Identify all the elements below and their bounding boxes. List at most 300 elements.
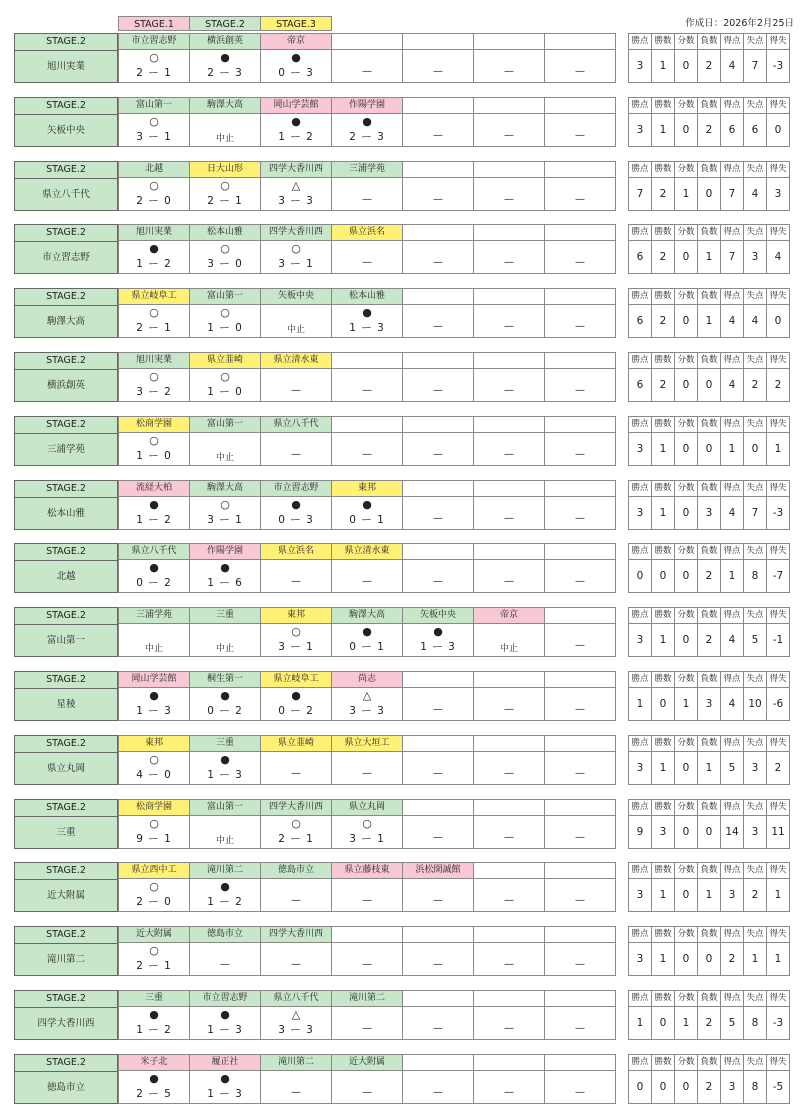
- stat-value: 4: [728, 634, 736, 646]
- team-cell: [14, 735, 118, 785]
- opponent-name: [474, 736, 544, 752]
- opponent-row: [118, 224, 615, 274]
- stat-header: 得点: [721, 289, 743, 305]
- stat-value: 2: [728, 953, 736, 965]
- stat-header: 勝数: [652, 927, 674, 943]
- opponent-name: 松本山雅: [332, 289, 402, 305]
- stat-value: 2: [705, 1017, 713, 1029]
- empty-dash: —: [504, 959, 514, 970]
- match-result: [190, 433, 260, 466]
- match-cell: [473, 862, 545, 912]
- stats-row: [628, 97, 789, 147]
- stat-value: 2: [751, 379, 759, 391]
- stat-header: 分数: [675, 98, 697, 114]
- match-result: [119, 50, 189, 83]
- stat-header: 勝点: [629, 162, 651, 178]
- team-cell: [14, 862, 118, 912]
- opponent-name: 駒澤大高: [332, 608, 402, 624]
- team-cell: [14, 671, 118, 721]
- match-result: [332, 943, 402, 976]
- match-result: [474, 369, 544, 402]
- match-result: [119, 241, 189, 274]
- match-score: 0 ー 2: [278, 705, 314, 717]
- stat-header: 分数: [675, 736, 697, 752]
- match-result: [261, 943, 331, 976]
- team-block: [14, 799, 794, 849]
- team-name: 市立習志野: [42, 252, 90, 263]
- stat-cell: [720, 161, 744, 211]
- match-cell: [473, 97, 545, 147]
- match-cell: [473, 288, 545, 338]
- match-cell: [544, 926, 616, 976]
- opponent-name: 三重: [190, 608, 260, 624]
- stage-label: STAGE.2: [15, 481, 117, 498]
- match-result: [332, 1071, 402, 1104]
- match-score: 1 ー 3: [207, 769, 243, 781]
- team-name: 北越: [56, 571, 76, 582]
- match-result: [474, 816, 544, 849]
- opponent-name: 県立八千代: [261, 991, 331, 1007]
- opponent-name: [545, 162, 615, 178]
- opponent-name: 横浜創英: [190, 34, 260, 50]
- stat-header: 勝数: [652, 353, 674, 369]
- match-score: 3 ー 1: [278, 258, 314, 270]
- empty-dash: —: [575, 768, 585, 779]
- stat-cell: [674, 799, 698, 849]
- opponent-name: 四学大香川西: [261, 927, 331, 943]
- stat-cell: [766, 352, 790, 402]
- stat-header: 失点: [744, 927, 766, 943]
- stat-value: 0: [682, 953, 690, 965]
- empty-dash: —: [362, 66, 372, 77]
- stat-cell: [720, 607, 744, 657]
- stat-cell: [743, 288, 767, 338]
- stage-label: STAGE.2: [15, 162, 117, 179]
- match-cell: [402, 416, 474, 466]
- match-cell: [189, 990, 261, 1040]
- stat-value: 14: [725, 826, 739, 838]
- match-cell: [544, 480, 616, 530]
- match-cell: [189, 224, 261, 274]
- match-cell: [402, 97, 474, 147]
- empty-dash: —: [575, 194, 585, 205]
- opponent-name: [474, 225, 544, 241]
- empty-dash: —: [504, 385, 514, 396]
- stat-header: 得失: [767, 800, 789, 816]
- opponent-name: [474, 544, 544, 560]
- opponent-name: 帝京: [474, 608, 544, 624]
- match-result: [545, 305, 615, 338]
- opponent-name: [403, 417, 473, 433]
- stat-value: 8: [751, 1081, 759, 1093]
- opponent-name: [545, 34, 615, 50]
- empty-dash: —: [575, 895, 585, 906]
- match-result: [474, 879, 544, 912]
- result-mark: ●: [362, 115, 372, 128]
- stat-cell: [743, 33, 767, 83]
- match-score: 1 ー 2: [278, 131, 314, 143]
- stat-value: 2: [751, 889, 759, 901]
- match-result: [261, 369, 331, 402]
- empty-dash: —: [504, 704, 514, 715]
- match-score: 2 ー 1: [136, 322, 172, 334]
- stat-header: 勝数: [652, 608, 674, 624]
- empty-dash: —: [433, 385, 443, 396]
- opponent-row: [118, 671, 615, 721]
- match-result: [332, 688, 402, 721]
- opponent-name: [403, 544, 473, 560]
- stat-cell: [766, 416, 790, 466]
- stat-header: 得失: [767, 608, 789, 624]
- empty-dash: —: [504, 1023, 514, 1034]
- match-result: [190, 305, 260, 338]
- stat-cell: [628, 607, 652, 657]
- empty-dash: —: [433, 449, 443, 460]
- stat-cell: [720, 416, 744, 466]
- team-name: 滝川第二: [46, 954, 85, 965]
- match-cell: [189, 97, 261, 147]
- opponent-name: 県立浜名: [261, 544, 331, 560]
- match-result: [332, 241, 402, 274]
- match-result: [261, 178, 331, 211]
- stat-cell: [674, 671, 698, 721]
- stat-value: 0: [751, 443, 759, 455]
- stat-cell: [651, 480, 675, 530]
- empty-dash: —: [575, 257, 585, 268]
- match-result: [332, 178, 402, 211]
- legend-stage-3: STAGE.3: [260, 16, 332, 31]
- stat-cell: [766, 543, 790, 593]
- stat-header: 得点: [721, 863, 743, 879]
- team-block: [14, 33, 794, 83]
- opponent-name: 松本山雅: [190, 225, 260, 241]
- stat-cell: [674, 480, 698, 530]
- stat-header: 失点: [744, 225, 766, 241]
- stat-value: 4: [728, 507, 736, 519]
- stat-cell: [674, 97, 698, 147]
- match-result: [190, 816, 260, 849]
- match-result: [474, 497, 544, 530]
- stat-cell: [674, 607, 698, 657]
- empty-dash: —: [362, 194, 372, 205]
- stat-value: 6: [728, 124, 736, 136]
- stat-header: 得点: [721, 927, 743, 943]
- stat-header: 失点: [744, 672, 766, 688]
- stage-label: STAGE.2: [15, 544, 117, 561]
- match-cell: [189, 1054, 261, 1104]
- match-result: [332, 879, 402, 912]
- match-cell: [118, 990, 190, 1040]
- match-cell: [544, 607, 616, 657]
- opponent-name: 岡山学芸館: [261, 98, 331, 114]
- stat-value: 2: [774, 762, 782, 774]
- result-mark: △: [291, 179, 301, 192]
- empty-dash: —: [433, 130, 443, 141]
- match-score: 0 ー 3: [278, 514, 314, 526]
- stat-header: 得失: [767, 481, 789, 497]
- stat-header: 勝点: [629, 672, 651, 688]
- stat-value: 3: [728, 1081, 736, 1093]
- empty-dash: —: [362, 1023, 372, 1034]
- opponent-name: 三重: [190, 736, 260, 752]
- stat-cell: [697, 352, 721, 402]
- stat-value: 2: [705, 124, 713, 136]
- stat-cell: [766, 288, 790, 338]
- stat-value: 0: [682, 507, 690, 519]
- team-cell: [14, 161, 118, 211]
- opponent-name: [545, 417, 615, 433]
- stat-header: 勝点: [629, 34, 651, 50]
- stat-cell: [628, 288, 652, 338]
- stat-value: 7: [728, 188, 736, 200]
- opponent-name: 浜松開誠館: [403, 863, 473, 879]
- stat-value: 8: [751, 1017, 759, 1029]
- team-name: 徳島市立: [46, 1082, 85, 1093]
- stat-cell: [628, 799, 652, 849]
- stat-header: 得点: [721, 162, 743, 178]
- match-score: 3 ー 3: [349, 705, 385, 717]
- stat-cell: [697, 607, 721, 657]
- match-result: [119, 178, 189, 211]
- match-cell: [260, 416, 332, 466]
- empty-dash: —: [575, 1087, 585, 1098]
- opponent-name: [545, 991, 615, 1007]
- result-mark: ○: [149, 51, 159, 64]
- team-name: 星稜: [56, 699, 76, 710]
- result-mark: ●: [149, 1072, 159, 1085]
- stat-header: 負数: [698, 289, 720, 305]
- empty-dash: —: [291, 449, 301, 460]
- stat-value: 3: [636, 60, 644, 72]
- match-result: [403, 178, 473, 211]
- stat-header: 得失: [767, 98, 789, 114]
- opponent-name: 米子北: [119, 1055, 189, 1071]
- stat-header: 分数: [675, 353, 697, 369]
- match-cell: [473, 671, 545, 721]
- stage-label: STAGE.2: [15, 353, 117, 370]
- empty-dash: —: [433, 194, 443, 205]
- match-cell: [402, 161, 474, 211]
- match-cell: [402, 926, 474, 976]
- stat-header: 得点: [721, 34, 743, 50]
- match-result: [545, 943, 615, 976]
- team-name: 旭川実業: [46, 61, 85, 72]
- empty-dash: —: [433, 576, 443, 587]
- match-result: [119, 816, 189, 849]
- match-result: [261, 1071, 331, 1104]
- match-result: [332, 752, 402, 785]
- match-result: [545, 1071, 615, 1104]
- opponent-name: 市立習志野: [119, 34, 189, 50]
- match-result: [403, 433, 473, 466]
- stat-value: 1: [774, 953, 782, 965]
- empty-dash: —: [433, 1023, 443, 1034]
- result-mark: ●: [362, 306, 372, 319]
- match-result: [261, 114, 331, 147]
- opponent-name: [545, 927, 615, 943]
- opponent-name: 富山第一: [190, 417, 260, 433]
- stat-header: 得失: [767, 927, 789, 943]
- match-result: [119, 114, 189, 147]
- match-score: 0 ー 2: [136, 577, 172, 589]
- match-result: [119, 369, 189, 402]
- stat-cell: [674, 224, 698, 274]
- match-result: [545, 369, 615, 402]
- stat-header: 得失: [767, 991, 789, 1007]
- match-cell: [402, 33, 474, 83]
- stat-cell: [628, 224, 652, 274]
- stat-value: 8: [751, 570, 759, 582]
- match-score: 2 ー 0: [136, 896, 172, 908]
- stat-cell: [766, 480, 790, 530]
- team-block: [14, 926, 794, 976]
- stat-header: 失点: [744, 98, 766, 114]
- match-result: [190, 560, 260, 593]
- stat-cell: [743, 607, 767, 657]
- match-result: [474, 752, 544, 785]
- result-mark: ○: [220, 242, 230, 255]
- match-result: [119, 433, 189, 466]
- stat-cell: [674, 161, 698, 211]
- stat-header: 負数: [698, 608, 720, 624]
- match-result: [190, 879, 260, 912]
- stat-header: 得点: [721, 608, 743, 624]
- match-cell: [402, 288, 474, 338]
- empty-dash: —: [504, 832, 514, 843]
- match-cell: [331, 224, 403, 274]
- opponent-name: [545, 289, 615, 305]
- team-cell: [14, 416, 118, 466]
- result-mark: △: [362, 689, 372, 702]
- match-cell: [473, 33, 545, 83]
- stage-label: STAGE.2: [15, 34, 117, 51]
- empty-dash: —: [291, 576, 301, 587]
- stat-value: 0: [682, 60, 690, 72]
- stat-cell: [697, 416, 721, 466]
- stat-value: 2: [659, 251, 667, 263]
- match-cell: [260, 735, 332, 785]
- team-cell: [14, 990, 118, 1040]
- stat-cell: [743, 799, 767, 849]
- stat-value: 1: [751, 953, 759, 965]
- team-name: 駒澤大高: [46, 316, 85, 327]
- match-result: [545, 624, 615, 657]
- stat-cell: [651, 224, 675, 274]
- match-cell: [189, 416, 261, 466]
- result-mark: ●: [220, 689, 230, 702]
- stat-header: 負数: [698, 417, 720, 433]
- stat-header: 得失: [767, 863, 789, 879]
- result-mark: ○: [291, 625, 301, 638]
- opponent-name: [474, 800, 544, 816]
- match-result: [545, 688, 615, 721]
- match-result: [190, 114, 260, 147]
- stat-header: 勝数: [652, 991, 674, 1007]
- stat-header: 失点: [744, 481, 766, 497]
- stat-header: 勝数: [652, 672, 674, 688]
- match-cell: [402, 862, 474, 912]
- result-mark: ○: [149, 179, 159, 192]
- stat-header: 得失: [767, 34, 789, 50]
- match-result: [474, 114, 544, 147]
- stat-cell: [697, 97, 721, 147]
- match-cell: [260, 607, 332, 657]
- stat-value: 1: [659, 507, 667, 519]
- match-result: [474, 1007, 544, 1040]
- stat-value: 7: [751, 60, 759, 72]
- stat-header: 勝点: [629, 353, 651, 369]
- opponent-name: [474, 863, 544, 879]
- empty-dash: —: [433, 257, 443, 268]
- result-mark: ○: [149, 753, 159, 766]
- team-name: 富山第一: [46, 635, 85, 646]
- match-result: [119, 943, 189, 976]
- empty-dash: —: [575, 576, 585, 587]
- result-mark: ●: [149, 689, 159, 702]
- stat-header: 負数: [698, 34, 720, 50]
- match-cell: [118, 480, 190, 530]
- stat-header: 勝点: [629, 417, 651, 433]
- match-result: [190, 241, 260, 274]
- stat-header: 失点: [744, 800, 766, 816]
- stat-cell: [628, 480, 652, 530]
- match-note: 中止: [286, 325, 305, 335]
- stat-header: 負数: [698, 736, 720, 752]
- opponent-name: [545, 608, 615, 624]
- opponent-name: 岡山学芸館: [119, 672, 189, 688]
- stat-value: 3: [705, 698, 713, 710]
- stat-value: 1: [659, 889, 667, 901]
- opponent-row: [118, 97, 615, 147]
- match-score: 3 ー 3: [278, 195, 314, 207]
- stat-cell: [743, 671, 767, 721]
- stat-value: 1: [705, 889, 713, 901]
- stat-value: -1: [772, 634, 784, 646]
- stat-cell: [743, 990, 767, 1040]
- stat-cell: [697, 799, 721, 849]
- stat-value: 3: [751, 251, 759, 263]
- stat-header: 分数: [675, 225, 697, 241]
- match-score: 2 ー 3: [349, 131, 385, 143]
- match-cell: [118, 543, 190, 593]
- opponent-name: [474, 34, 544, 50]
- team-name: 矢板中央: [46, 125, 85, 136]
- stat-value: 0: [682, 315, 690, 327]
- stat-cell: [766, 97, 790, 147]
- match-result: [403, 943, 473, 976]
- stat-cell: [628, 671, 652, 721]
- match-cell: [544, 161, 616, 211]
- empty-dash: —: [504, 1087, 514, 1098]
- stat-header: 勝数: [652, 1055, 674, 1071]
- result-mark: ○: [149, 944, 159, 957]
- empty-dash: —: [575, 832, 585, 843]
- match-result: [190, 1071, 260, 1104]
- stat-header: 得失: [767, 353, 789, 369]
- stat-cell: [720, 735, 744, 785]
- stat-header: 分数: [675, 162, 697, 178]
- stats-row: [628, 224, 789, 274]
- stat-value: 1: [728, 443, 736, 455]
- stat-header: 失点: [744, 736, 766, 752]
- stat-header: 得失: [767, 544, 789, 560]
- legend-stage-1: STAGE.1: [118, 16, 190, 31]
- stat-value: 2: [705, 1081, 713, 1093]
- stat-cell: [743, 224, 767, 274]
- match-result: [332, 114, 402, 147]
- stat-header: 勝数: [652, 736, 674, 752]
- opponent-name: [332, 417, 402, 433]
